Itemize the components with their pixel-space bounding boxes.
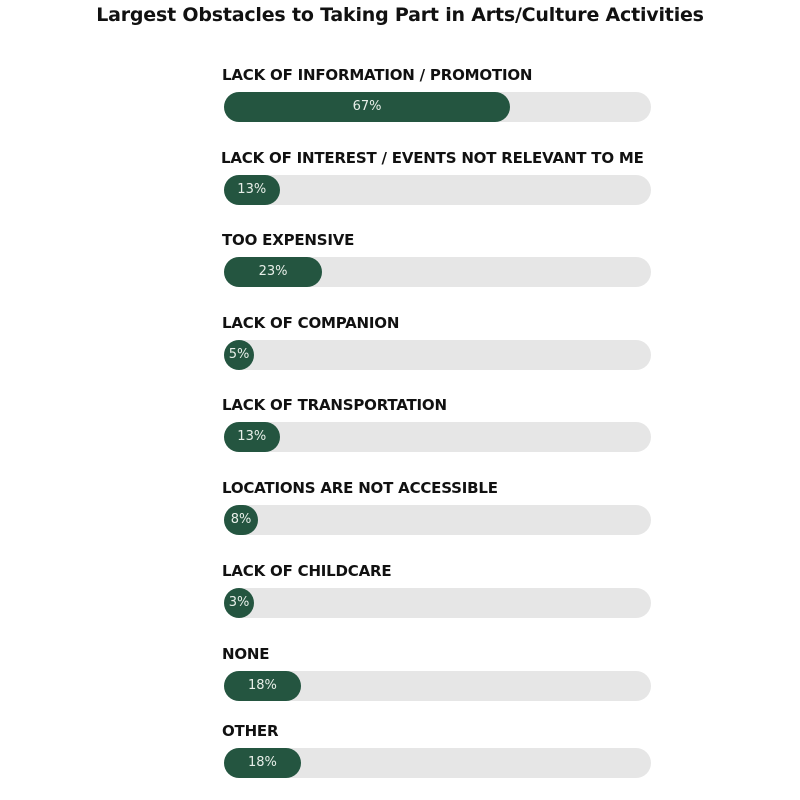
bar-track	[224, 340, 651, 370]
bar-track	[224, 505, 651, 535]
data-label: 13%	[237, 182, 267, 197]
category-label: LACK OF COMPANION	[222, 314, 400, 332]
category-label: LACK OF INFORMATION / PROMOTION	[222, 66, 533, 84]
data-label: 18%	[247, 678, 277, 693]
category-label: LOCATIONS ARE NOT ACCESSIBLE	[222, 479, 498, 497]
data-label: 67%	[352, 99, 382, 114]
category-label: OTHER	[222, 722, 279, 740]
bar-track	[224, 175, 651, 205]
chart-title: Largest Obstacles to Taking Part in Arts/Culture Activities	[96, 4, 704, 26]
category-label: LACK OF CHILDCARE	[222, 562, 392, 580]
data-label: 13%	[237, 429, 267, 444]
bar-track	[224, 422, 651, 452]
data-label: 5%	[228, 347, 250, 362]
data-label: 8%	[230, 512, 252, 527]
bar-track	[224, 748, 651, 778]
bar-track	[224, 92, 651, 122]
category-label: NONE	[222, 645, 270, 663]
data-label: 23%	[258, 264, 288, 279]
category-label: LACK OF INTEREST / EVENTS NOT RELEVANT TO ME	[221, 149, 644, 167]
data-label: 18%	[247, 755, 277, 770]
bar-track	[224, 671, 651, 701]
category-label: LACK OF TRANSPORTATION	[222, 396, 447, 414]
bar-track	[224, 588, 651, 618]
data-label: 3%	[228, 595, 250, 610]
category-label: TOO EXPENSIVE	[222, 231, 355, 249]
bar-track	[224, 257, 651, 287]
